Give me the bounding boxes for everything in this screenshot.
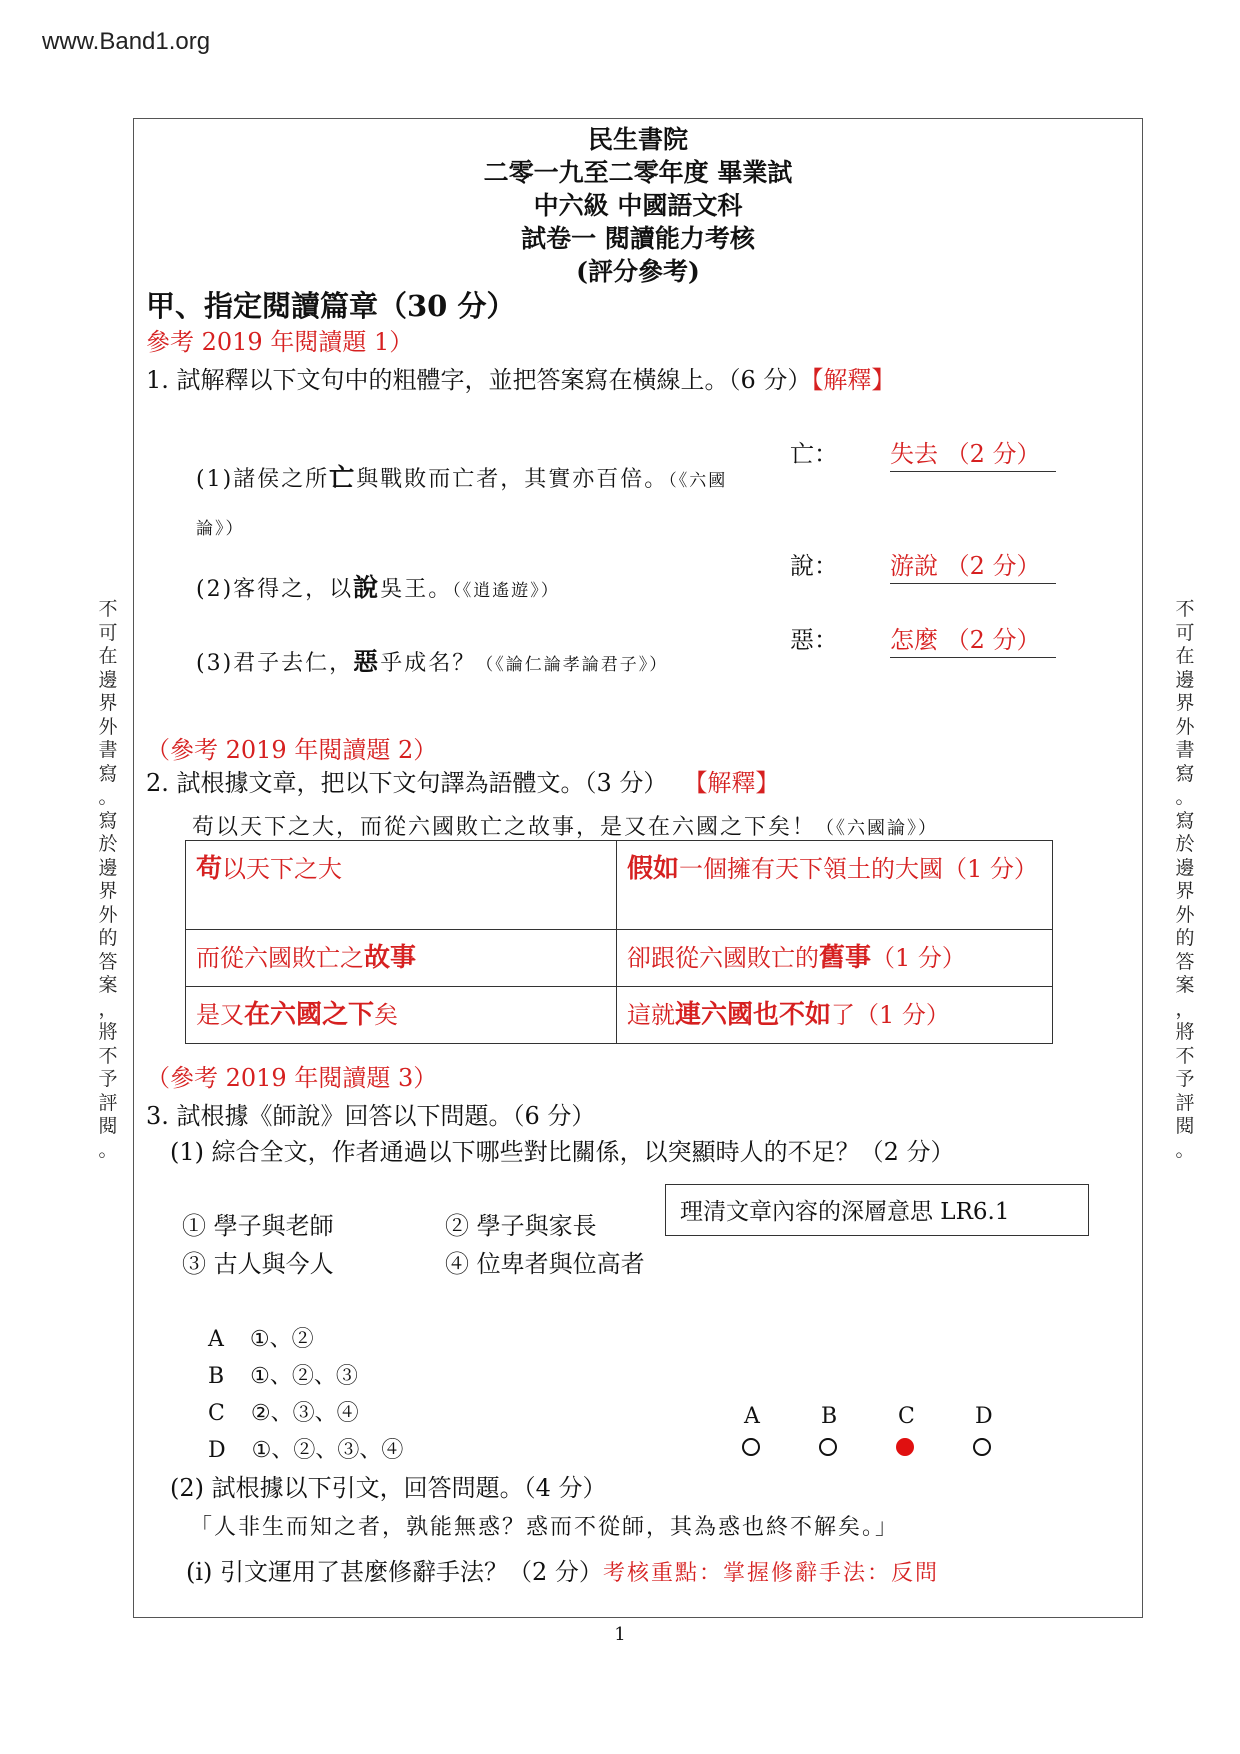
question-1-text: 1. 試解釋以下文句中的粗體字，並把答案寫在橫線上。（6 分） — [146, 366, 812, 394]
side-note-char: 案 — [98, 974, 118, 996]
side-note-char: 。 — [98, 1138, 118, 1161]
reference-1: 參考 2019 年閱讀題 1） — [146, 328, 414, 356]
page-number: 1 — [614, 1624, 626, 1645]
table-row — [186, 987, 1053, 1044]
bubble-label-a: A — [744, 1404, 760, 1429]
question-2: 2. 試根據文章，把以下文句譯為語體文。（3 分） 【解釋】 — [146, 769, 780, 797]
side-note-char: 於 — [1175, 833, 1195, 855]
question-3-2-i: (i) 引文運用了甚麼修辭手法？（2 分）考核重點：掌握修辭手法：反問 — [186, 1558, 939, 1586]
q1-item-1-source-cont: 論》） — [196, 519, 245, 539]
side-note-char: 寫 — [98, 809, 118, 832]
bubble-d[interactable] — [973, 1438, 991, 1456]
question-3: 3. 試根據《師說》回答以下問題。（6 分） — [146, 1102, 596, 1130]
exam-paper: 試卷一 閱讀能力考核 — [521, 224, 755, 253]
side-note-char: 可 — [98, 621, 118, 644]
side-note-char: 外 — [1175, 715, 1195, 738]
choice-b: B ①、②、③ — [208, 1364, 358, 1389]
side-note-char: 的 — [98, 927, 118, 949]
q1-item-2: (2)客得之，以說吳王。（《逍遙遊》） — [196, 573, 560, 602]
side-note-char: ， — [98, 997, 118, 1020]
reference-2: （參考 2019 年閱讀題 2） — [146, 736, 438, 764]
side-note-char: 界 — [98, 692, 118, 714]
assessment-focus-box: 理清文章內容的深層意思 LR6.1 — [665, 1184, 1089, 1236]
q1-item-3-key: 惡： — [790, 626, 838, 654]
q1-item-2-key: 說： — [790, 552, 838, 580]
choice-c: C ②、③、④ — [208, 1401, 359, 1426]
bubble-a[interactable] — [742, 1438, 760, 1456]
bubble-label-c: C — [898, 1404, 915, 1429]
bubble-c[interactable] — [896, 1438, 914, 1456]
q1-item-3-answer: 怎麼 （2 分） — [890, 620, 1056, 658]
q1-item-2-answer: 游說 （2 分） — [890, 546, 1056, 584]
side-note-char: 寫 — [1175, 762, 1195, 785]
question-3-2: (2) 試根據以下引文，回答問題。（4 分） — [170, 1474, 607, 1502]
side-note-char: 不 — [1175, 598, 1195, 620]
table-cell-translation: 假如一個擁有天下領土的大國（1 分） — [617, 841, 1053, 930]
choice-a: A ①、② — [208, 1327, 314, 1352]
reference-3: （參考 2019 年閱讀題 3） — [146, 1064, 438, 1092]
option-3: ③ 古人與今人 — [182, 1250, 334, 1278]
side-note-char: 外 — [1175, 903, 1195, 926]
side-note-char: 外 — [98, 715, 118, 738]
side-note-char: 答 — [1175, 950, 1195, 973]
side-note-char: 於 — [98, 833, 118, 855]
q2-quote: 苟以天下之大，而從六國敗亡之故事，是又在六國之下矣！（《六國論》） — [192, 815, 939, 840]
marking-type: (評分參考) — [576, 257, 700, 286]
bubble-b[interactable] — [819, 1438, 837, 1456]
side-note-char: 。 — [98, 786, 118, 808]
table-cell-original: 是又在六國之下矣 — [186, 987, 617, 1044]
side-note-char: 邊 — [1175, 668, 1195, 691]
side-note-char: 不 — [1175, 1044, 1195, 1067]
side-note-char: 書 — [1175, 739, 1195, 761]
table-row — [186, 841, 1053, 930]
side-note-char: 寫 — [1175, 809, 1195, 832]
side-note-char: 將 — [98, 1021, 118, 1043]
q1-item-1-answer: 失去 （2 分） — [890, 434, 1056, 472]
question-1-tag: 【解釋】 — [811, 366, 896, 394]
side-note-char: 在 — [1175, 645, 1195, 667]
exam-year: 二零一九至二零年度 畢業試 — [483, 158, 793, 187]
bubble-label-d: D — [975, 1404, 993, 1429]
side-note-char: 邊 — [98, 668, 118, 691]
side-note-right — [1172, 598, 1198, 1162]
table-row — [186, 930, 1053, 987]
table-cell-translation: 這就連六國也不如了（1 分） — [617, 987, 1053, 1044]
side-note-char: 。 — [1175, 1138, 1195, 1161]
q3-quote: 「人非生而知之者，孰能無惑？惑而不從師，其為惑也終不解矣。」 — [190, 1515, 900, 1540]
q1-item-1: (1)諸侯之所亡與戰敗而亡者，其實亦百倍。（《六國 — [196, 463, 728, 492]
side-note-char: 予 — [1175, 1068, 1195, 1090]
option-4: ④ 位卑者與位高者 — [445, 1250, 645, 1278]
side-note-char: ， — [1175, 997, 1195, 1020]
q1-item-1-key: 亡： — [790, 440, 838, 468]
side-note-char: 界 — [98, 880, 118, 902]
side-note-char: 閱 — [1175, 1115, 1195, 1137]
side-note-char: 將 — [1175, 1021, 1195, 1043]
side-note-left — [95, 598, 121, 1162]
side-note-char: 予 — [98, 1068, 118, 1090]
table-cell-original: 苟以天下之大 — [186, 841, 617, 930]
side-note-char: 書 — [98, 739, 118, 761]
table-cell-original: 而從六國敗亡之故事 — [186, 930, 617, 987]
side-note-char: 在 — [98, 645, 118, 667]
question-3-1: (1) 綜合全文，作者通過以下哪些對比關係，以突顯時人的不足？（2 分） — [170, 1138, 955, 1166]
side-note-char: 外 — [98, 903, 118, 926]
option-1: ① 學子與老師 — [182, 1212, 334, 1240]
school-name: 民生書院 — [587, 125, 688, 154]
translation-table — [185, 840, 1053, 1044]
side-note-char: 案 — [1175, 974, 1195, 996]
side-note-char: 。 — [1175, 786, 1195, 808]
choice-d: D ①、②、③、④ — [208, 1438, 404, 1463]
side-note-char: 評 — [1175, 1091, 1195, 1114]
site-url: www.Band1.org — [42, 28, 211, 55]
side-note-char: 不 — [98, 1044, 118, 1067]
exam-form: 中六級 中國語文科 — [533, 191, 743, 220]
side-note-char: 不 — [98, 598, 118, 620]
section-title: 甲、指定閱讀篇章（30 分） — [146, 289, 516, 323]
side-note-char: 邊 — [1175, 856, 1195, 879]
side-note-char: 答 — [98, 950, 118, 973]
side-note-char: 評 — [98, 1091, 118, 1114]
side-note-char: 界 — [1175, 880, 1195, 902]
side-note-char: 界 — [1175, 692, 1195, 714]
side-note-char: 可 — [1175, 621, 1195, 644]
question-1 — [146, 360, 895, 395]
bubble-label-b: B — [821, 1404, 838, 1429]
option-2: ② 學子與家長 — [445, 1212, 597, 1240]
side-note-char: 的 — [1175, 927, 1195, 949]
q1-item-3: (3)君子去仁，惡乎成名？（《論仁論孝論君子》） — [196, 647, 669, 676]
side-note-char: 寫 — [98, 762, 118, 785]
table-cell-translation: 卻跟從六國敗亡的舊事（1 分） — [617, 930, 1053, 987]
side-note-char: 邊 — [98, 856, 118, 879]
side-note-char: 閱 — [98, 1115, 118, 1137]
